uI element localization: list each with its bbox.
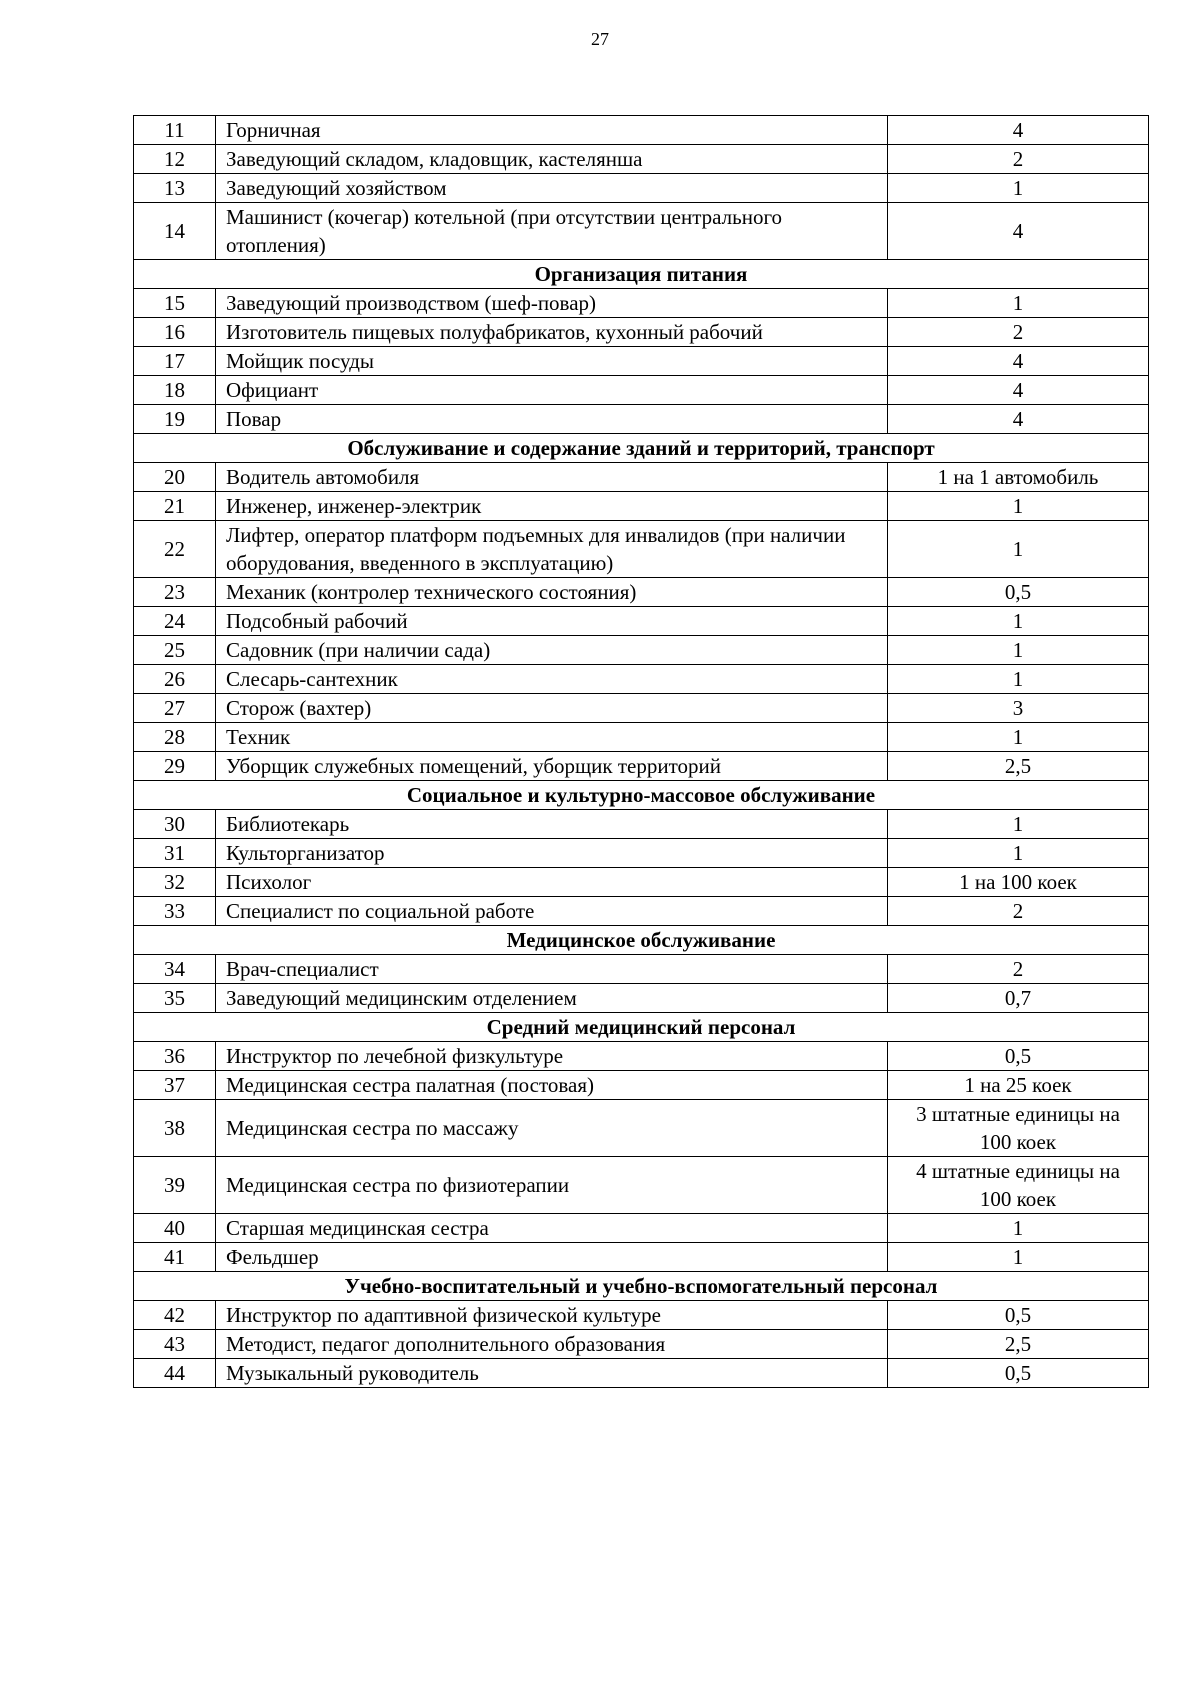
staff-quantity: 1 на 1 автомобиль [888, 463, 1149, 492]
staff-quantity: 1 [888, 607, 1149, 636]
table-row [134, 955, 1149, 984]
table-row [134, 810, 1149, 839]
table-row [134, 463, 1149, 492]
row-number: 24 [134, 607, 216, 636]
table-row [134, 347, 1149, 376]
staff-quantity: 1 [888, 636, 1149, 665]
position-name: Медицинская сестра по физиотерапии [216, 1157, 888, 1214]
row-number: 20 [134, 463, 216, 492]
staff-quantity: 2 [888, 897, 1149, 926]
row-number: 18 [134, 376, 216, 405]
position-name: Уборщик служебных помещений, уборщик территорий [216, 752, 888, 781]
row-number: 14 [134, 203, 216, 260]
position-name: Заведующий складом, кладовщик, кастелянша [216, 145, 888, 174]
position-name: Лифтер, оператор платформ подъемных для инвалидов (при наличии оборудования, введенного в эксплуатацию) [216, 521, 888, 578]
table-row [134, 723, 1149, 752]
table-row [134, 376, 1149, 405]
staff-quantity: 0,5 [888, 1359, 1149, 1388]
row-number: 41 [134, 1243, 216, 1272]
row-number: 12 [134, 145, 216, 174]
table-row [134, 1157, 1149, 1214]
section-title: Обслуживание и содержание зданий и территорий, транспорт [134, 434, 1149, 463]
table-row [134, 1359, 1149, 1388]
staff-quantity: 1 [888, 1243, 1149, 1272]
table-row [134, 1330, 1149, 1359]
row-number: 43 [134, 1330, 216, 1359]
position-name: Заведующий хозяйством [216, 174, 888, 203]
table-row [134, 1071, 1149, 1100]
row-number: 26 [134, 665, 216, 694]
staff-quantity: 1 [888, 289, 1149, 318]
staff-quantity: 4 [888, 203, 1149, 260]
section-title: Медицинское обслуживание [134, 926, 1149, 955]
row-number: 31 [134, 839, 216, 868]
staff-quantity: 1 [888, 810, 1149, 839]
section-row [134, 781, 1149, 810]
section-row [134, 434, 1149, 463]
position-name: Заведующий производством (шеф-повар) [216, 289, 888, 318]
position-name: Машинист (кочегар) котельной (при отсутствии центрального отопления) [216, 203, 888, 260]
table-row [134, 1301, 1149, 1330]
row-number: 39 [134, 1157, 216, 1214]
table-row [134, 174, 1149, 203]
position-name: Водитель автомобиля [216, 463, 888, 492]
section-title: Учебно-воспитательный и учебно-вспомогательный персонал [134, 1272, 1149, 1301]
row-number: 23 [134, 578, 216, 607]
staff-quantity: 4 [888, 116, 1149, 145]
staffing-table [133, 115, 1149, 1388]
table-row [134, 405, 1149, 434]
position-name: Инструктор по лечебной физкультуре [216, 1042, 888, 1071]
table-row [134, 116, 1149, 145]
staffing-table-body [134, 116, 1149, 1388]
staff-quantity: 1 [888, 723, 1149, 752]
row-number: 17 [134, 347, 216, 376]
staff-quantity: 1 [888, 521, 1149, 578]
staff-quantity: 1 [888, 1214, 1149, 1243]
table-row [134, 521, 1149, 578]
section-title: Средний медицинский персонал [134, 1013, 1149, 1042]
staff-quantity: 2 [888, 955, 1149, 984]
row-number: 33 [134, 897, 216, 926]
staff-quantity: 4 [888, 376, 1149, 405]
row-number: 21 [134, 492, 216, 521]
position-name: Садовник (при наличии сада) [216, 636, 888, 665]
table-row [134, 868, 1149, 897]
position-name: Повар [216, 405, 888, 434]
row-number: 35 [134, 984, 216, 1013]
position-name: Подсобный рабочий [216, 607, 888, 636]
row-number: 29 [134, 752, 216, 781]
position-name: Инженер, инженер-электрик [216, 492, 888, 521]
staff-quantity: 2,5 [888, 1330, 1149, 1359]
section-title: Социальное и культурно-массовое обслуживание [134, 781, 1149, 810]
position-name: Горничная [216, 116, 888, 145]
row-number: 15 [134, 289, 216, 318]
table-row [134, 752, 1149, 781]
staff-quantity: 0,7 [888, 984, 1149, 1013]
position-name: Заведующий медицинским отделением [216, 984, 888, 1013]
table-row [134, 145, 1149, 174]
row-number: 32 [134, 868, 216, 897]
position-name: Мойщик посуды [216, 347, 888, 376]
staff-quantity: 2,5 [888, 752, 1149, 781]
row-number: 30 [134, 810, 216, 839]
staff-quantity: 3 [888, 694, 1149, 723]
row-number: 11 [134, 116, 216, 145]
staff-quantity: 2 [888, 318, 1149, 347]
staff-quantity: 3 штатные единицы на 100 коек [888, 1100, 1149, 1157]
row-number: 13 [134, 174, 216, 203]
position-name: Старшая медицинская сестра [216, 1214, 888, 1243]
table-row [134, 607, 1149, 636]
staff-quantity: 1 на 25 коек [888, 1071, 1149, 1100]
staff-quantity: 1 на 100 коек [888, 868, 1149, 897]
page-number: 27 [591, 29, 609, 49]
staff-quantity: 4 штатные единицы на 100 коек [888, 1157, 1149, 1214]
position-name: Официант [216, 376, 888, 405]
position-name: Библиотекарь [216, 810, 888, 839]
staff-quantity: 0,5 [888, 1042, 1149, 1071]
position-name: Изготовитель пищевых полуфабрикатов, кухонный рабочий [216, 318, 888, 347]
section-row [134, 1013, 1149, 1042]
table-row [134, 694, 1149, 723]
position-name: Музыкальный руководитель [216, 1359, 888, 1388]
row-number: 42 [134, 1301, 216, 1330]
table-row [134, 665, 1149, 694]
row-number: 40 [134, 1214, 216, 1243]
row-number: 28 [134, 723, 216, 752]
table-row [134, 203, 1149, 260]
table-row [134, 636, 1149, 665]
row-number: 38 [134, 1100, 216, 1157]
section-row [134, 260, 1149, 289]
row-number: 22 [134, 521, 216, 578]
table-row [134, 318, 1149, 347]
table-row [134, 1100, 1149, 1157]
position-name: Медицинская сестра по массажу [216, 1100, 888, 1157]
row-number: 27 [134, 694, 216, 723]
position-name: Инструктор по адаптивной физической культуре [216, 1301, 888, 1330]
section-title: Организация питания [134, 260, 1149, 289]
staff-quantity: 1 [888, 492, 1149, 521]
staff-quantity: 2 [888, 145, 1149, 174]
row-number: 44 [134, 1359, 216, 1388]
staff-quantity: 0,5 [888, 578, 1149, 607]
row-number: 19 [134, 405, 216, 434]
table-row [134, 1214, 1149, 1243]
row-number: 37 [134, 1071, 216, 1100]
table-row [134, 492, 1149, 521]
row-number: 36 [134, 1042, 216, 1071]
table-row [134, 984, 1149, 1013]
row-number: 16 [134, 318, 216, 347]
position-name: Психолог [216, 868, 888, 897]
position-name: Врач-специалист [216, 955, 888, 984]
position-name: Медицинская сестра палатная (постовая) [216, 1071, 888, 1100]
table-row [134, 897, 1149, 926]
position-name: Фельдшер [216, 1243, 888, 1272]
table-row [134, 1243, 1149, 1272]
position-name: Техник [216, 723, 888, 752]
staff-quantity: 4 [888, 405, 1149, 434]
table-row [134, 289, 1149, 318]
staff-quantity: 1 [888, 839, 1149, 868]
position-name: Культорганизатор [216, 839, 888, 868]
section-row [134, 1272, 1149, 1301]
staff-quantity: 4 [888, 347, 1149, 376]
staff-quantity: 1 [888, 665, 1149, 694]
position-name: Слесарь-сантехник [216, 665, 888, 694]
table-row [134, 578, 1149, 607]
section-row [134, 926, 1149, 955]
position-name: Методист, педагог дополнительного образования [216, 1330, 888, 1359]
position-name: Сторож (вахтер) [216, 694, 888, 723]
staff-quantity: 1 [888, 174, 1149, 203]
position-name: Специалист по социальной работе [216, 897, 888, 926]
row-number: 34 [134, 955, 216, 984]
table-row [134, 1042, 1149, 1071]
table-row [134, 839, 1149, 868]
position-name: Механик (контролер технического состояния) [216, 578, 888, 607]
staff-quantity: 0,5 [888, 1301, 1149, 1330]
row-number: 25 [134, 636, 216, 665]
